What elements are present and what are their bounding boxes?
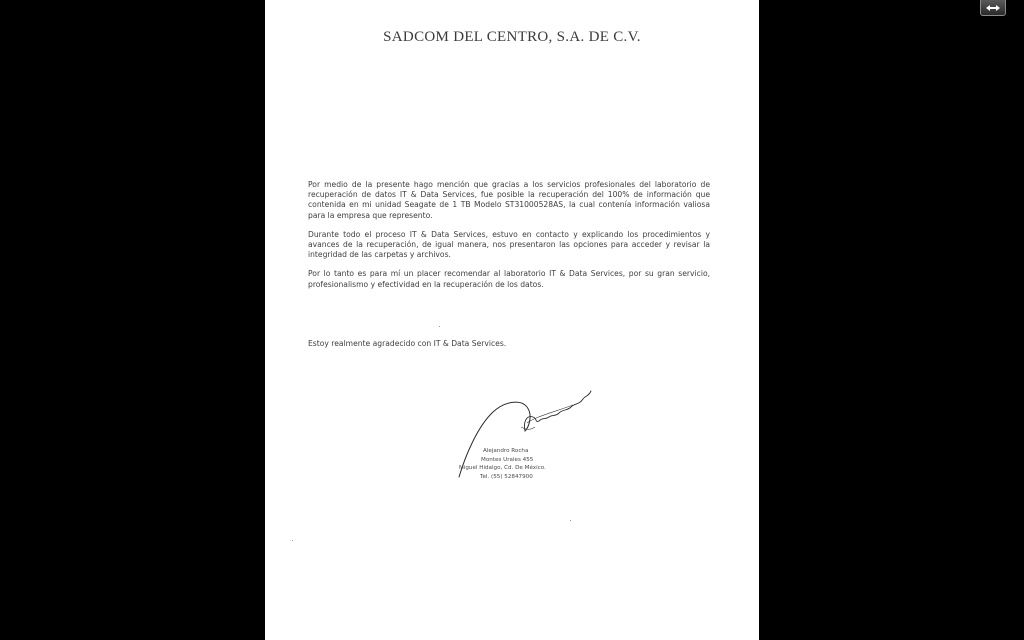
paragraph-3: Por lo tanto es para mí un placer recomendar al laboratorio IT & Data Services, por su gran servicio, profesionalismo y efectividad en la recuperación de los datos. [308,269,710,289]
paragraph-1: Por medio de la presente hago mención que gracias a los servicios profesionales del laboratorio de recuperación de datos IT & Data Services, fue posible la recuperación del 100% de información que contenida en mi unidad Seagate de 1 TB Modelo ST31000528AS, la cual contenía información valiosa para la empresa que represento. [308,180,710,220]
closing-line: Estoy realmente agradecido con IT & Data Services. [308,339,507,348]
paragraph-2: Durante todo el proceso IT & Data Services, estuvo en contacto y explicando los procedimientos y avances de la recuperación, de igual manera, nos presentaron las opciones para acceder y revisar la integridad de las carpetas y archivos. [308,229,710,260]
expand-button[interactable] [980,0,1006,16]
company-heading: SADCOM DEL CENTRO, S.A. DE C.V. [383,29,641,45]
signatory-phone: Tel. (55) 52847900 [480,473,533,480]
signatory-address-1: Montes Urales 455 [481,456,534,463]
signatory-name: Alejandro Rocha [483,448,529,454]
letter-body [308,180,710,299]
expand-horizontal-icon [985,4,1001,12]
scan-speck [570,520,571,521]
signatory-block [455,447,565,481]
scan-speck [292,540,293,541]
document-page [265,0,759,640]
signatory-address-2: Miguel Hidalgo, Cd. De México. [459,465,546,472]
scan-speck [439,326,440,327]
